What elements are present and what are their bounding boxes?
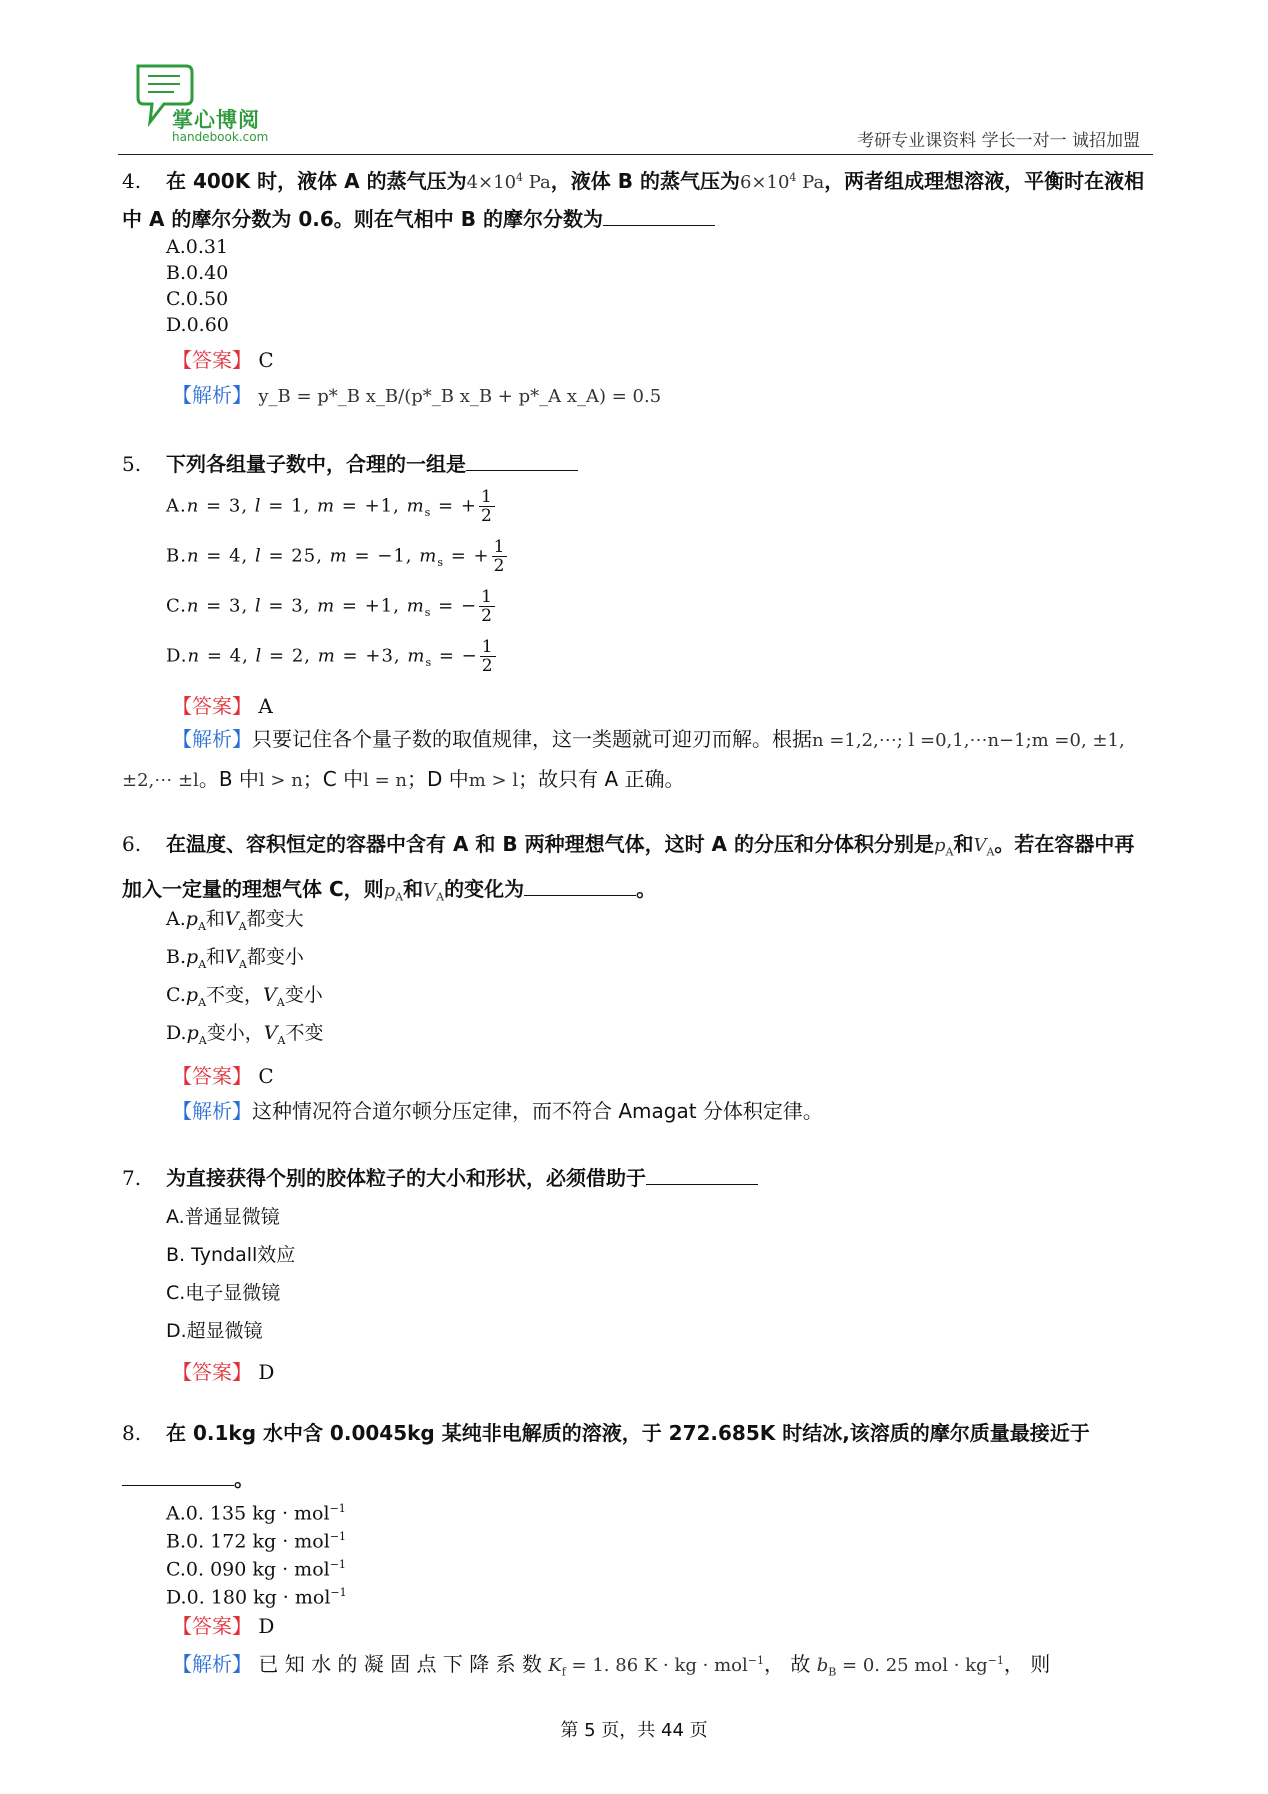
q7-option-c: C.电子显微镜 [166, 1282, 281, 1304]
logo-text: 掌心博阅 [172, 108, 260, 132]
answer-blank [603, 205, 715, 226]
q7-option-b: B. Tyndall效应 [166, 1244, 296, 1266]
header-divider [118, 154, 1153, 155]
q6-option-b: $B.p_A$和$V_A$都变小 [166, 946, 304, 971]
q4-option-c: C.0.50 [166, 288, 229, 310]
answer-blank [524, 875, 636, 896]
question-7: 7. 为直接获得个别的胶体粒子的大小和形状，必须借助于 [122, 1160, 1152, 1196]
q5-option-c: C.n = 3, l = 3, m = +1, $m_s$ = − $\frac{1}{2}$ [166, 587, 493, 626]
q4-answer: 【答案】 C [172, 348, 274, 372]
q6-option-a: $A.p_A$和$V_A$都变大 [166, 908, 304, 933]
q4-option-a: A.0.31 [166, 236, 229, 258]
q5-answer: 【答案】 A [172, 694, 273, 718]
logo-url: handebook.com [172, 130, 269, 144]
q6-analysis: 【解析】这种情况符合道尔顿分压定律，而不符合 Amagat 分体积定律。 [172, 1099, 823, 1123]
question-8: 8. 在 0.1kg 水中含 0.0045kg 某纯非电解质的溶液，于 272.685K 时结冰,该溶质的摩尔质量最接近于 。 [122, 1421, 1090, 1491]
answer-blank [122, 1465, 234, 1486]
q5-option-d: D.n = 4, l = 2, m = +3, $m_s$ = − $\frac{1}{2}$ [166, 637, 494, 676]
question-4: 4. 在 400K 时，液体 A 的蒸气压为$4\times 10^4$ Pa，液体 B 的蒸气压为$6\times 10^4$ Pa，两者组成理想溶液，平衡时在液相中 A 的摩尔分数为 0.6。则在气相中 B 的摩尔分数为 [122, 169, 1145, 231]
header-tagline: 考研专业课资料 学长一对一 诚招加盟 [857, 131, 1140, 151]
page-number: 第 5 页，共 44 页 [560, 1720, 708, 1741]
answer-blank [466, 450, 578, 471]
q7-option-a: A.普通显微镜 [166, 1206, 280, 1228]
answer-blank [646, 1164, 758, 1185]
q6-option-d: $D.p_A$变小，$V_A$不变 [166, 1022, 324, 1047]
question-5: 5. 下列各组量子数中，合理的一组是 [122, 446, 1152, 482]
q7-answer: 【答案】 D [172, 1360, 275, 1384]
q5-option-a: A.n = 3, l = 1, m = +1, $m_s$ = + $\frac{1}{2}$ [166, 487, 493, 526]
q7-option-d: D.超显微镜 [166, 1320, 263, 1342]
q6-option-c: $C.p_A$不变，$V_A$变小 [166, 984, 323, 1009]
q8-option-c: C.0. 090 kg · mol$^{-1}$ [166, 1558, 346, 1581]
q4-option-b: B.0.40 [166, 262, 229, 284]
q4-option-d: D.0.60 [166, 314, 229, 336]
q4-analysis: 【解析】 y_B = p*_B x_B/(p*_B x_B + p*_A x_A) = 0.5 [172, 383, 662, 407]
q8-option-a: A.0. 135 kg · mol$^{-1}$ [166, 1502, 346, 1525]
q8-option-d: D.0. 180 kg · mol$^{-1}$ [166, 1586, 347, 1609]
q5-analysis: 【解析】只要记住各个量子数的取值规律，这一类题就可迎刃而解。根据n =1,2,⋯; l =0,1,⋯n−1;m =0, ±1, ±2,⋯ ±l。B 中l > n；C 中l = n；D 中m > l；故只有 A 正确。 [122, 727, 1125, 791]
q8-option-b: B.0. 172 kg · mol$^{-1}$ [166, 1530, 347, 1553]
q5-option-b: B.n = 4, l = 25, m = −1, $m_s$ = + $\frac{1}{2}$ [166, 537, 506, 576]
q6-answer: 【答案】 C [172, 1064, 274, 1088]
q8-analysis: 【解析】 已 知 水 的 凝 固 点 下 降 系 数 $K_f = 1$. 86 K · kg · mol$^{-1}$， 故 $b_B = 0$. 25 mol · $kg^{-1}$， 则 [172, 1652, 1051, 1679]
q8-answer: 【答案】 D [172, 1614, 275, 1638]
question-6: 6. 在温度、容积恒定的容器中含有 A 和 B 两种理想气体，这时 A 的分压和分体积分别是$p_A$和$V_A$。若在容器中再加入一定量的理想气体 C，则$p_A$和$V_A$的变化为 。 [122, 832, 1135, 904]
